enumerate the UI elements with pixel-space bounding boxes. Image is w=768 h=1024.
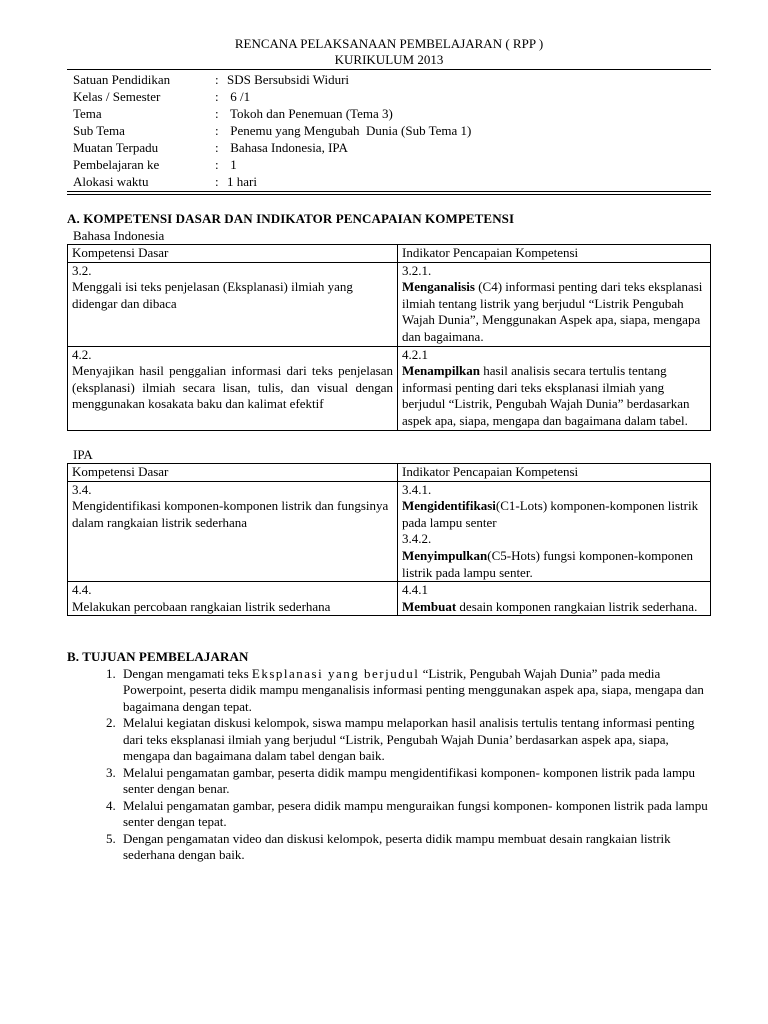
document-subtitle: KURIKULUM 2013 [334, 52, 444, 67]
section-a-heading: A. KOMPETENSI DASAR DAN INDIKATOR PENCAPAIAN KOMPETENSI [67, 211, 515, 226]
kd-cell: 3.2. Menggali isi teks penjelasan (Eksplanasi) ilmiah yang didengar dan dibaca [68, 262, 398, 346]
indicator-cell: 4.4.1 Membuat desain komponen rangkaian listrik sederhana. [398, 582, 711, 616]
identity-row: Muatan Terpadu : Bahasa Indonesia, IPA [73, 140, 348, 155]
table-row [68, 262, 711, 346]
table-row [68, 582, 711, 616]
list-item: 5. Dengan pengamatan video dan diskusi kelompok, peserta didik mampu membuat desain rangkaian listrik sederhana dengan baik. [119, 831, 711, 864]
document-page [67, 36, 711, 864]
kd-cell: 3.4. Mengidentifikasi komponen-komponen listrik dan fungsinya dalam rangkaian listrik sederhana [68, 481, 398, 582]
identity-row: Alokasi waktu : 1 hari [73, 174, 257, 189]
identity-row: Sub Tema : Penemu yang Mengubah Dunia (Sub Tema 1) [73, 123, 472, 138]
header-rule [67, 69, 711, 70]
column-header: Kompetensi Dasar [68, 245, 398, 263]
table-header-row [68, 464, 711, 482]
kd-cell: 4.4. Melakukan percobaan rangkaian listrik sederhana [68, 582, 398, 616]
table-row [68, 346, 711, 430]
indicator-cell: 3.2.1. Menganalisis (C4) informasi penting dari teks eksplanasi ilmiah tentang listrik yang berjudul “Listrik Pengubah Wajah Dunia”, Menggunakan Aspek apa, siapa, mengapa dan bagaimana. [398, 262, 711, 346]
objectives-list [67, 666, 711, 864]
kd-cell: 4.2. Menyajikan hasil penggalian informasi dari teks penjelasan (eksplanasi) ilmiah secara lisan, tulis, dan visual dengan menggunakan kosakata baku dan kalimat efektif [68, 346, 398, 430]
subject-bahasa-label: Bahasa Indonesia [73, 227, 165, 243]
list-item: 4. Melalui pengamatan gambar, pesera didik mampu menguraikan fungsi komponen- komponen listrik pada lampu senter dengan tepat. [119, 798, 711, 831]
ipa-competency-table [67, 463, 711, 616]
subject-ipa-label: IPA [73, 446, 93, 462]
identity-table [73, 72, 471, 191]
identity-row: Kelas / Semester : 6 /1 [73, 89, 251, 104]
column-header: Indikator Pencapaian Kompetensi [398, 464, 711, 482]
identity-row: Satuan Pendidikan : SDS Bersubsidi Widuri [73, 72, 350, 87]
table-header-row [68, 245, 711, 263]
column-header: Indikator Pencapaian Kompetensi [398, 245, 711, 263]
section-b-heading: B. TUJUAN PEMBELAJARAN [67, 649, 249, 665]
list-item: 2. Melalui kegiatan diskusi kelompok, siswa mampu melaporkan hasil analisis tertulis tentang informasi penting dari teks eksplanasi ilmiah yang berjudul “Listrik, Pengubah Wajah Dunia’ berdasarkan aspek apa, siapa, mengapa dan bagaimana dalam tabel dengan baik. [119, 715, 711, 765]
indicator-cell: 4.2.1 Menampilkan hasil analisis secara tertulis tentang informasi penting dari teks eksplanasi ilmiah yang berjudul “Listrik, Pengubah Wajah Dunia” berdasarkan aspek apa, siapa, mengapa dan bagaimana dalam tabel. [398, 346, 711, 430]
identity-row: Pembelajaran ke : 1 [73, 157, 237, 172]
list-item: 3. Melalui pengamatan gambar, peserta didik mampu mengidentifikasi komponen- komponen listrik pada lampu senter dengan benar. [119, 765, 711, 798]
identity-row: Tema : Tokoh dan Penemuan (Tema 3) [73, 106, 393, 121]
document-title: RENCANA PELAKSANAAN PEMBELAJARAN ( RPP ) [234, 36, 544, 51]
bahasa-competency-table [67, 244, 711, 431]
table-row [68, 481, 711, 582]
identity-rule [67, 191, 711, 192]
column-header: Kompetensi Dasar [68, 464, 398, 482]
indicator-cell: 3.4.1. Mengidentifikasi(C1-Lots) komponen-komponen listrik pada lampu senter 3.4.2. Menyimpulkan(C5-Hots) fungsi komponen-komponen listrik pada lampu senter. [398, 481, 711, 582]
list-item: 1. Dengan mengamati teks Eksplanasi yang berjudul “Listrik, Pengubah Wajah Dunia” pada media Powerpoint, peserta didik mampu menganalisis informasi penting menggunakan aspek apa, siapa, mengapa dan bagaimana dengan tepat. [119, 666, 711, 716]
